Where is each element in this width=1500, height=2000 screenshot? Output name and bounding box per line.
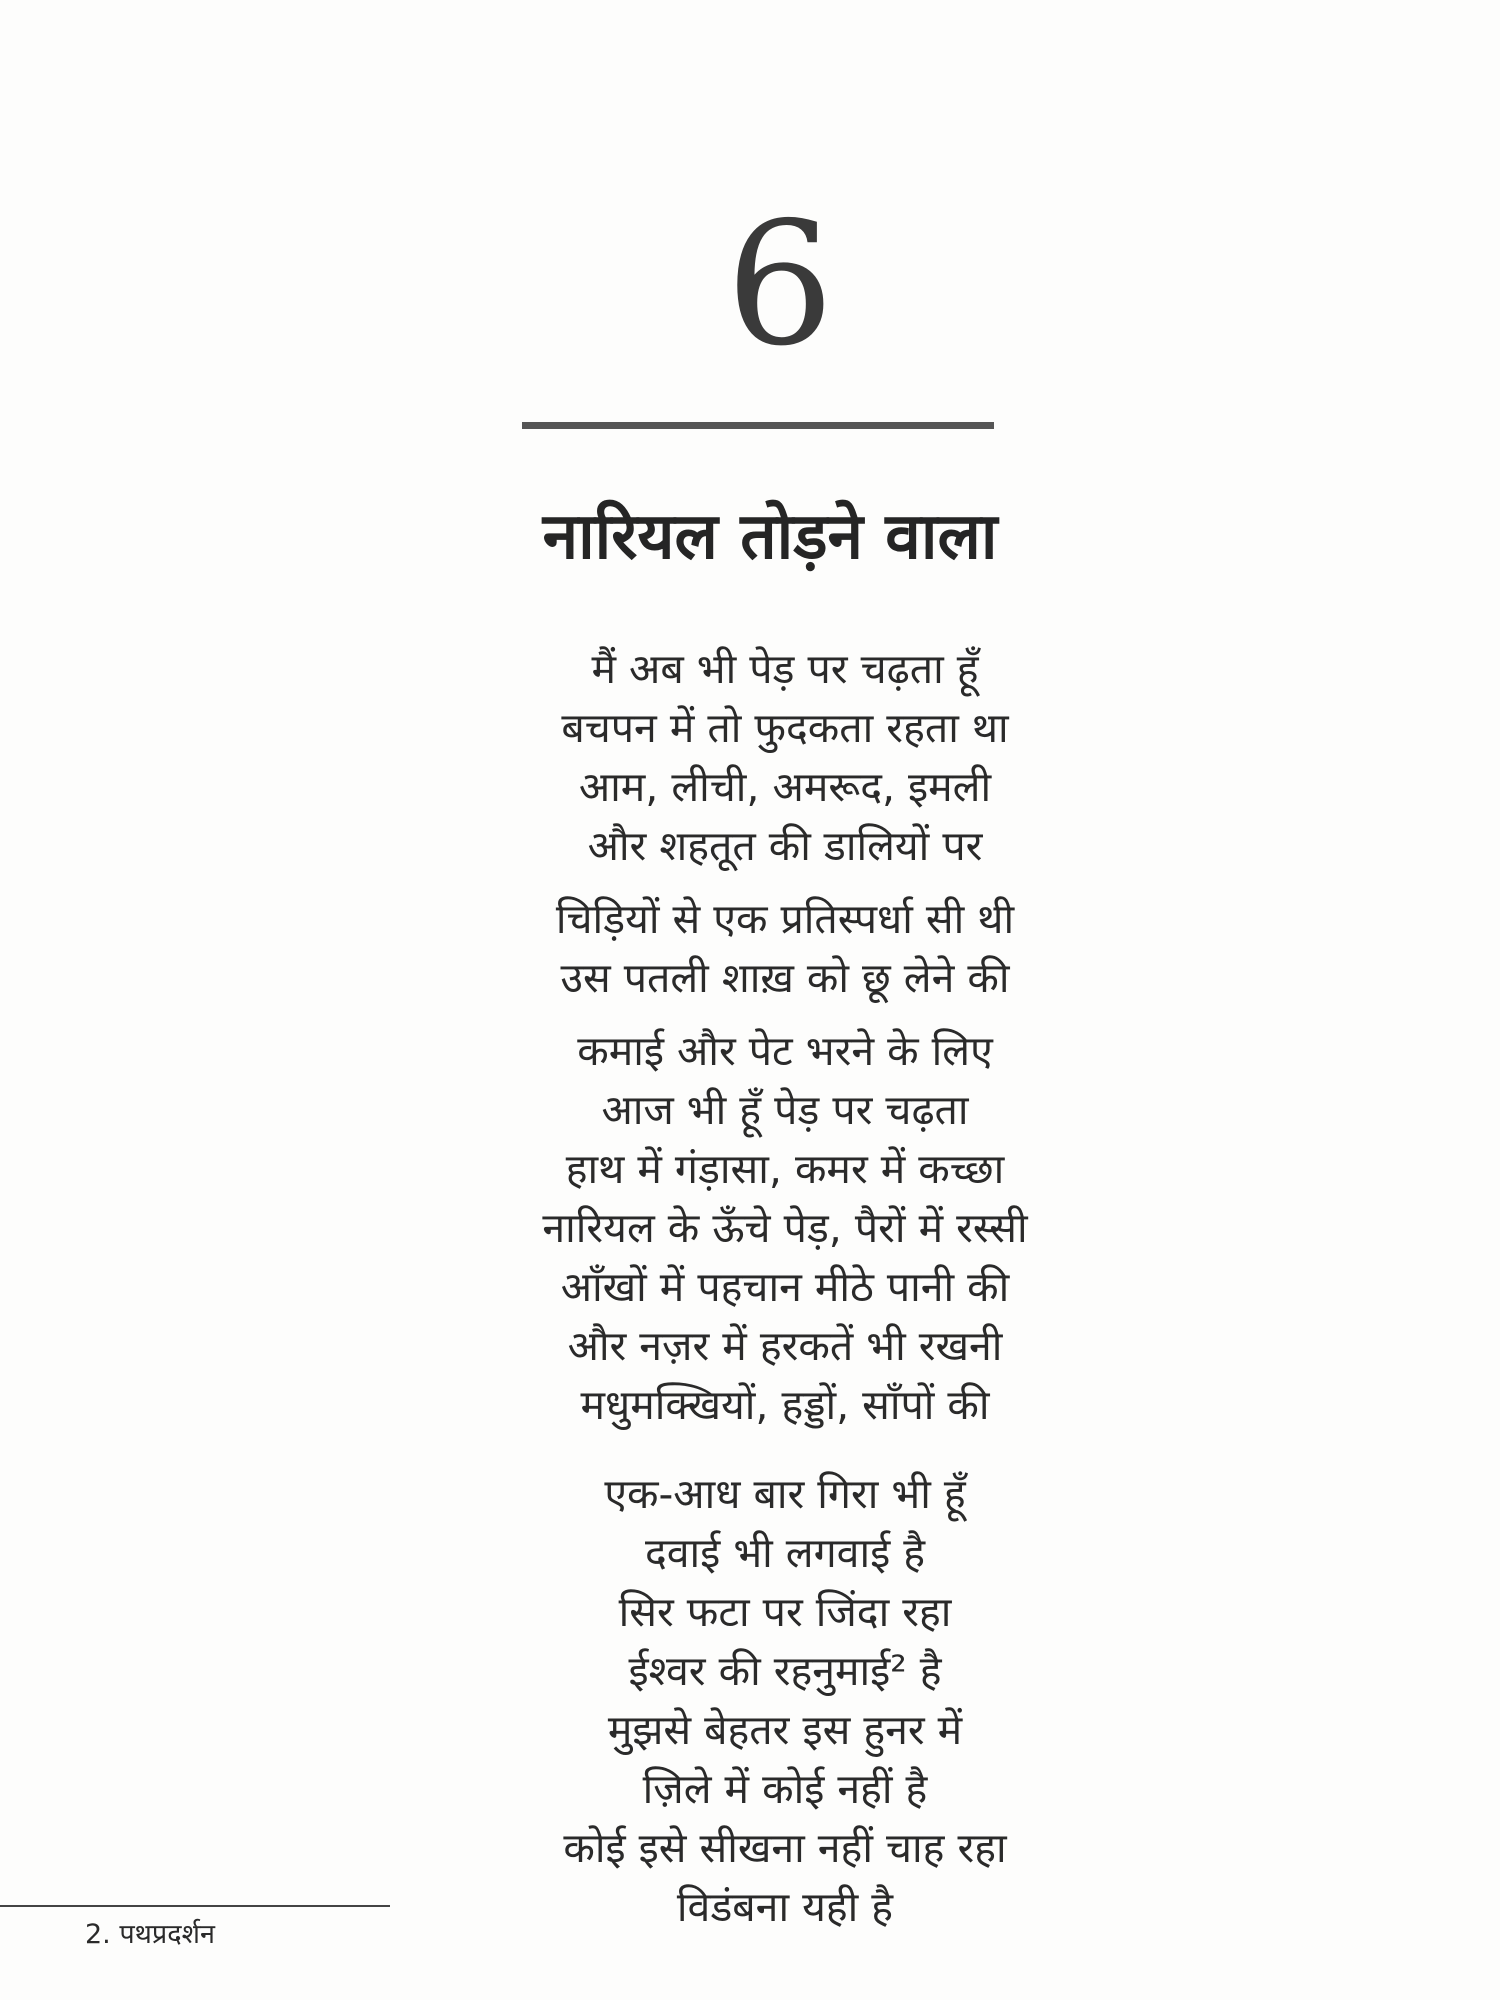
poem-line: मैं अब भी पेड़ पर चढ़ता हूँ xyxy=(591,645,979,693)
poem-line: सिर फटा पर जिंदा रहा xyxy=(618,1588,952,1636)
poem-stanza-3 xyxy=(360,1022,1210,1435)
chapter-number: 6 xyxy=(725,186,835,384)
chapter-divider xyxy=(522,422,994,429)
poem-line: मुझसे बेहतर इस हुनर में xyxy=(607,1706,963,1754)
poem-line: आँखों में पहचान मीठे पानी की xyxy=(560,1263,1010,1311)
poem-line: आम, लीची, अमरूद, इमली xyxy=(578,763,992,811)
poem-line: चिड़ियों से एक प्रतिस्पर्धा सी थी xyxy=(555,895,1015,943)
poem-stanza-4 xyxy=(360,1465,1210,1937)
footnote-divider xyxy=(0,1905,390,1907)
footnote: 2. पथप्रदर्शन xyxy=(85,1919,215,1950)
poem-line: विडंबना यही है xyxy=(676,1883,894,1931)
poem-line: ज़िले में कोई नहीं है xyxy=(642,1765,928,1813)
poem-line: नारियल के ऊँचे पेड़, पैरों में रस्सी xyxy=(542,1204,1028,1252)
poem-line: उस पतली शाख़ को छू लेने की xyxy=(560,954,1010,1002)
poem-title: नारियल तोड़ने वाला xyxy=(542,500,998,574)
poem-line: और नज़र में हरकतें भी रखनी xyxy=(567,1322,1003,1370)
poem-line: कोई इसे सीखना नहीं चाह रहा xyxy=(563,1824,1007,1872)
poem-line: ईश्वर की रहनुमाई² है xyxy=(628,1647,942,1695)
poem-line: हाथ में गंड़ासा, कमर में कच्छा xyxy=(565,1145,1005,1193)
poem-stanza-2 xyxy=(360,890,1210,1008)
poem-line: बचपन में तो फुदकता रहता था xyxy=(561,704,1009,752)
poem-line: कमाई और पेट भरने के लिए xyxy=(577,1027,993,1075)
poem-line: दवाई भी लगवाई है xyxy=(644,1529,926,1577)
poem-line: और शहतूत की डालियों पर xyxy=(587,822,983,870)
poem-line: एक-आध बार गिरा भी हूँ xyxy=(604,1470,966,1518)
poem-line: आज भी हूँ पेड़ पर चढ़ता xyxy=(601,1086,969,1134)
poem-line: मधुमक्खियों, हड्डों, साँपों की xyxy=(580,1381,990,1429)
poem-stanza-1 xyxy=(360,640,1210,876)
